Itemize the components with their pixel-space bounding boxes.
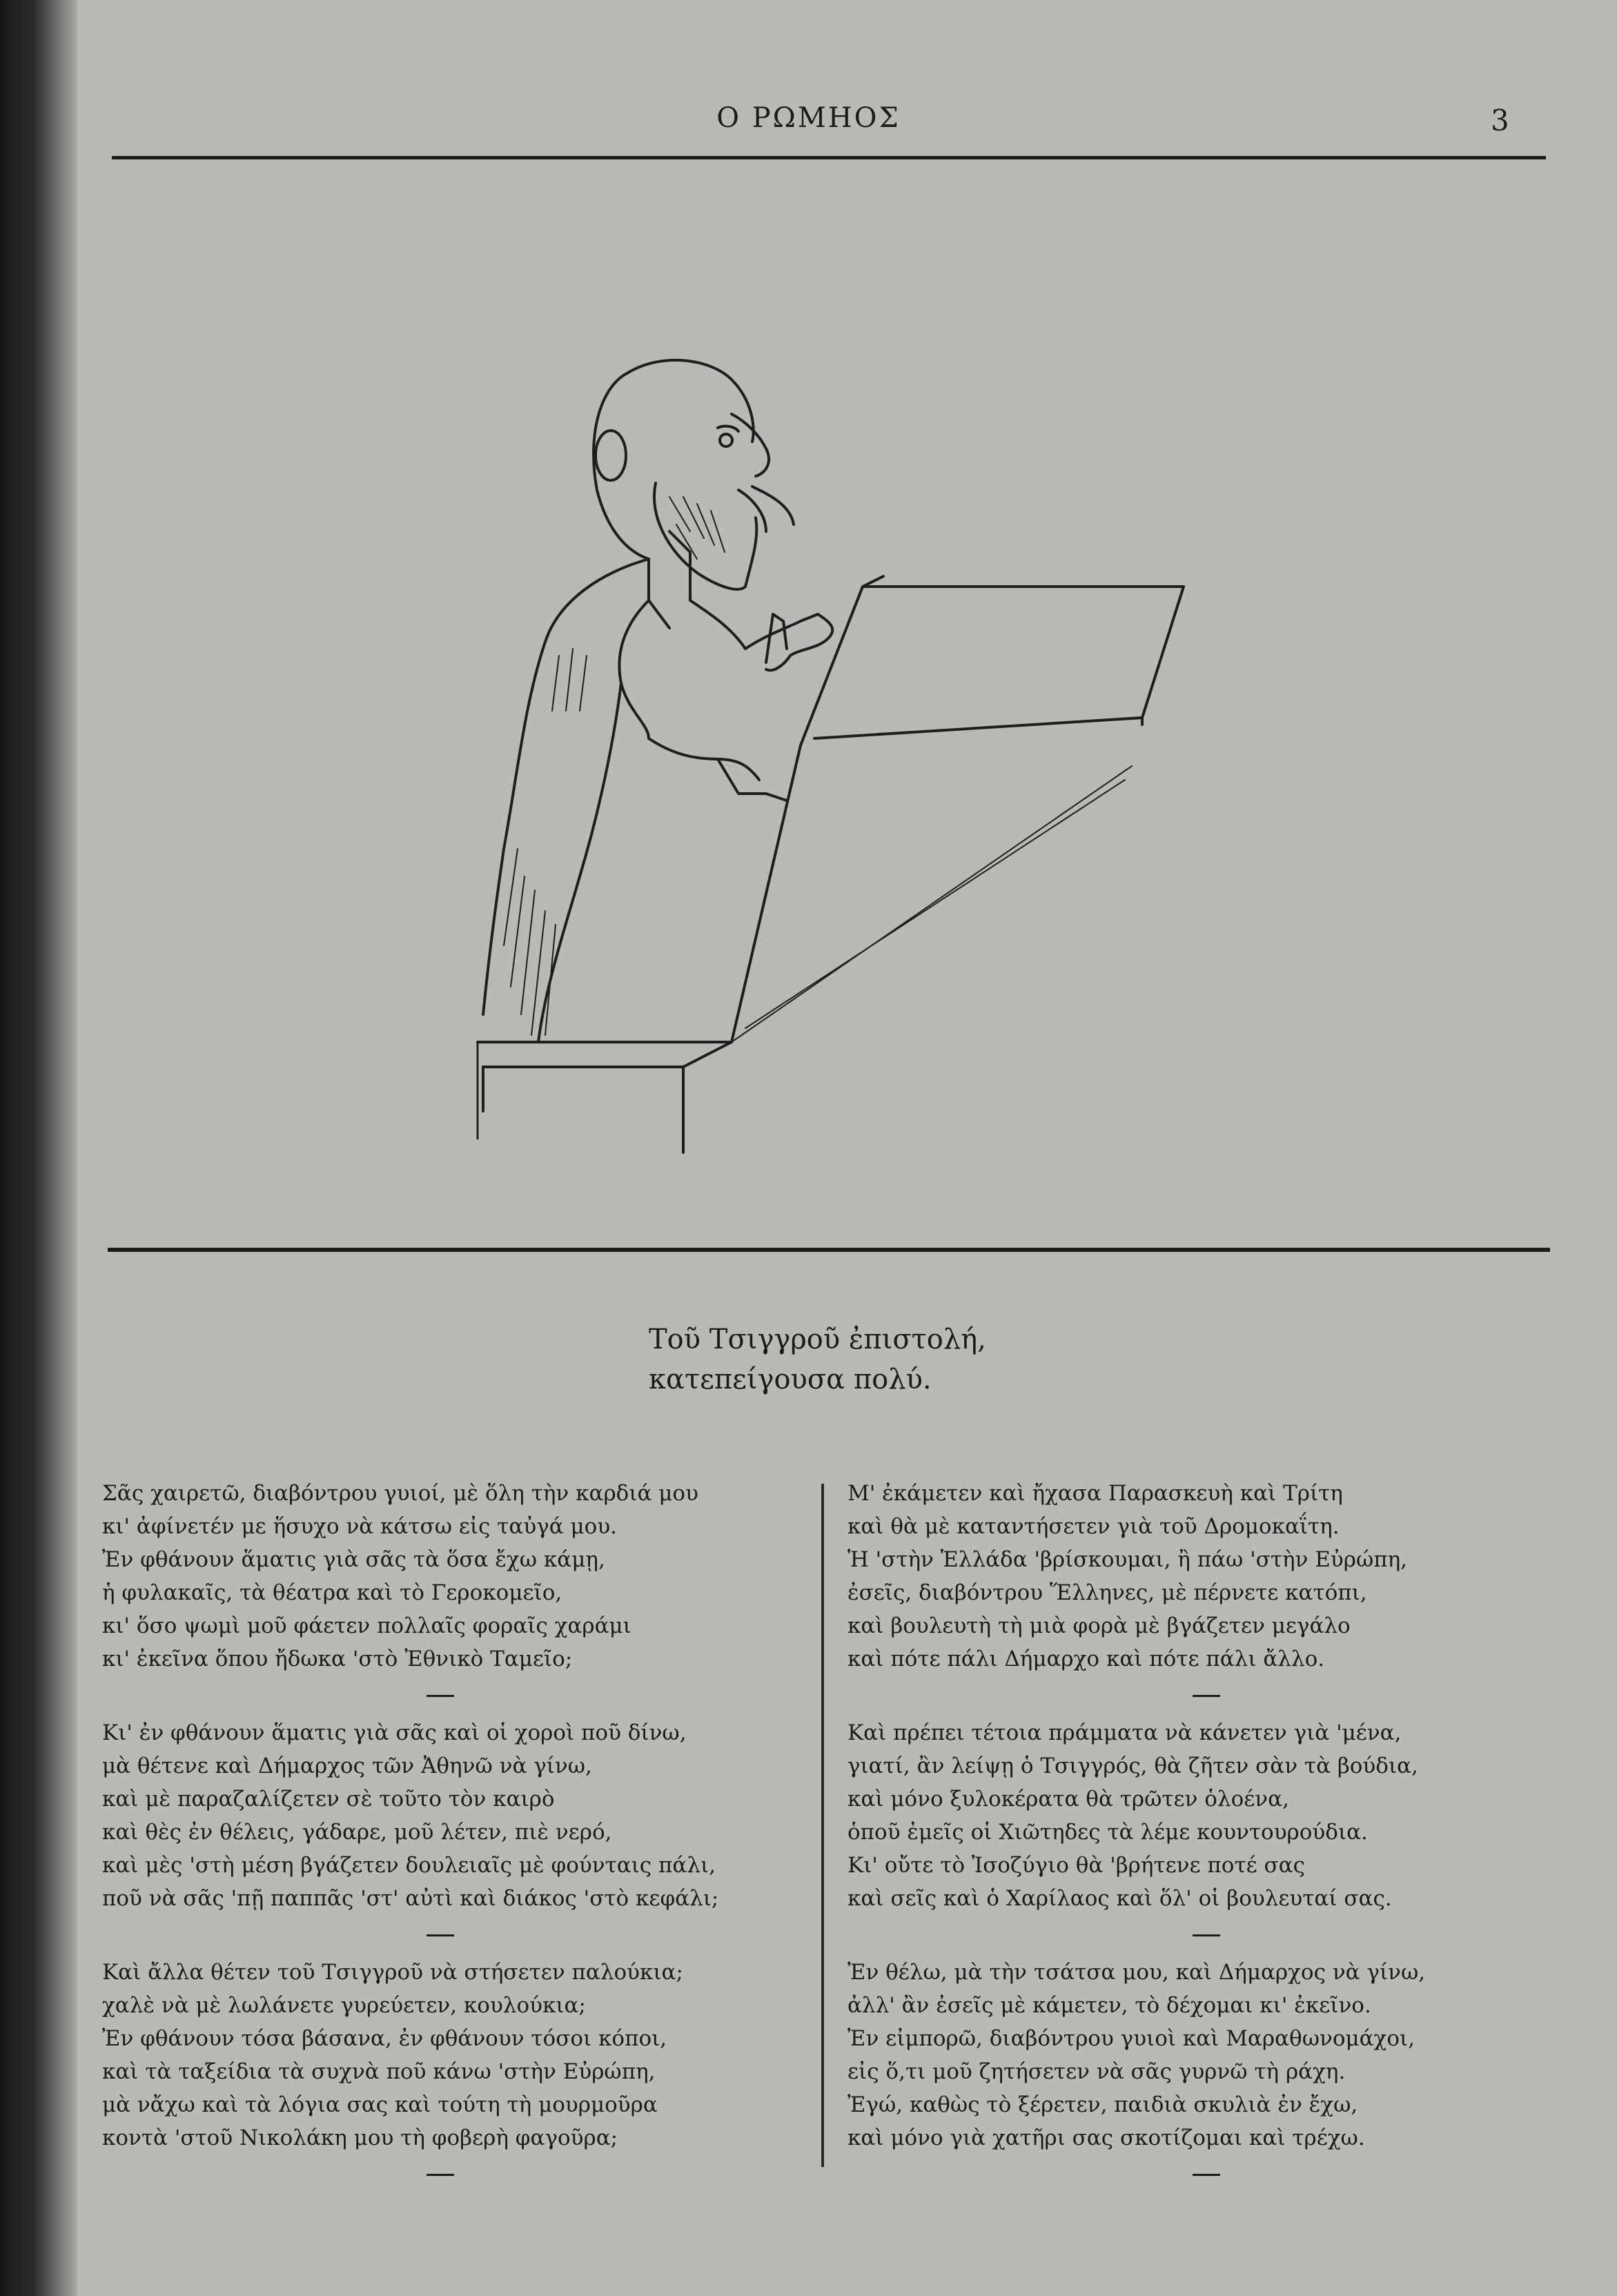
poem-line: καὶ σεῖς καὶ ὁ Χαρίλαος καὶ ὅλ' οἱ βουλευταί σας.: [847, 1886, 1392, 1911]
stanza-separator: [427, 2174, 454, 2176]
stanza-separator: [427, 1934, 454, 1936]
stanza-5: [847, 1716, 1538, 1915]
poem-line: ἐσεῖς, διαβόντρου Ἕλληνες, μὲ πέρνετε κατόπι,: [847, 1580, 1367, 1605]
column-divider: [821, 1484, 824, 2167]
poem-line: Ἡ 'στὴν Ἑλλάδα 'βρίσκουμαι, ἢ πάω 'στὴν Εὐρώπη,: [847, 1547, 1408, 1572]
poem-line: καὶ θὰ μὲ καταντήσετεν γιὰ τοῦ Δρομοκαΐτη.: [847, 1514, 1340, 1539]
poem-line: γιατί, ἂν λείψῃ ὁ Τσιγγρός, θὰ ζῆτεν σὰν τὰ βούδια,: [847, 1754, 1418, 1778]
section-rule: [108, 1248, 1550, 1252]
poem-line: καὶ μόνο γιὰ χατῆρι σας σκοτίζομαι καὶ τρέχω.: [847, 2126, 1365, 2150]
poem-line: μὰ θέτενε καὶ Δήμαρχος τῶν Ἀθηνῶ νὰ γίνω,: [102, 1754, 592, 1778]
poem-line: Μ' ἐκάμετεν καὶ ἤχασα Παρασκευὴ καὶ Τρίτη: [847, 1481, 1343, 1506]
poem-line: Ἐν φθάνουν ἅματις γιὰ σᾶς τὰ ὅσα ἔχω κάμῃ,: [102, 1547, 605, 1572]
poem-line: Ἐν εἰμπορῶ, διαβόντρου γυιοὶ καὶ Μαραθωνομάχοι,: [847, 2026, 1415, 2051]
poem-caption: [649, 1319, 1132, 1400]
poem-line: Ἐν θέλω, μὰ τὴν τσάτσα μου, καὶ Δήμαρχος νὰ γίνω,: [847, 1960, 1426, 1985]
poem-line: καὶ μόνο ξυλοκέρατα θὰ τρῶτεν ὁλοένα,: [847, 1787, 1289, 1812]
book-binding-shadow: [0, 0, 77, 2296]
newspaper-title: Ο ΡΩΜΗΟΣ: [716, 102, 901, 134]
stanza-6: [847, 1956, 1538, 2155]
caption-line-1: Τοῦ Τσιγγροῦ ἐπιστολή,: [649, 1324, 986, 1355]
poem-line: καὶ βουλευτὴ τὴ μιὰ φορὰ μὲ βγάζετεν μεγάλο: [847, 1613, 1351, 1638]
poem-line: καὶ πότε πάλι Δήμαρχο καὶ πότε πάλι ἄλλο.: [847, 1647, 1325, 1671]
poem-left-column: [102, 1477, 792, 2195]
poem-line: Καὶ πρέπει τέτοια πράμματα νὰ κάνετεν γιὰ 'μένα,: [847, 1720, 1402, 1745]
poem-line: καὶ μὲ παραζαλίζετεν σὲ τοῦτο τὸν καιρὸ: [102, 1787, 555, 1812]
poem-line: Σᾶς χαιρετῶ, διαβόντρου γυιοί, μὲ ὅλη τὴν καρδιά μου: [102, 1481, 698, 1506]
poem-line: μὰ νἄχω καὶ τὰ λόγια σας καὶ τούτη τὴ μουρμοῦρα: [102, 2092, 658, 2117]
poem-line: καὶ τὰ ταξείδια τὰ συχνὰ ποῦ κάνω 'στὴν Εὐρώπη,: [102, 2059, 656, 2084]
poem-line: εἰς ὅ,τι μοῦ ζητήσετεν νὰ σᾶς γυρνῶ τὴ ράχη.: [847, 2059, 1346, 2084]
page-number: 3: [1491, 104, 1509, 137]
poem-line: ὁποῦ ἐμεῖς οἱ Χιῶτηδες τὰ λέμε κουντουρούδια.: [847, 1820, 1368, 1845]
stanza-3: [102, 1956, 792, 2155]
poem-line: Κι' οὔτε τὸ Ἰσοζύγιο θὰ 'βρήτενε ποτέ σας: [847, 1853, 1305, 1878]
poem-line: Ἐν φθάνουν τόσα βάσανα, ἐν φθάνουν τόσοι κόποι,: [102, 2026, 667, 2051]
poem-line: Ἐγώ, καθὼς τὸ ξέρετεν, παιδιὰ σκυλιὰ ἐν ἔχω,: [847, 2092, 1358, 2117]
poem-line: ἡ φυλακαῖς, τὰ θέατρα καὶ τὸ Γεροκομεῖο,: [102, 1580, 562, 1605]
stanza-2: [102, 1716, 792, 1915]
stanza-separator: [1193, 1934, 1220, 1936]
caption-line-2: κατεπείγουσα πολύ.: [649, 1364, 932, 1395]
stanza-4: [847, 1477, 1538, 1676]
poem-line: χαλὲ νὰ μὲ λωλάνετε γυρεύετεν, κουλούκια;: [102, 1993, 586, 2018]
caricature-illustration: [442, 324, 1215, 1159]
poem-line: κι' ἐκεῖνα ὅπου ἤδωκα 'στὸ Ἐθνικὸ Ταμεῖο;: [102, 1647, 573, 1671]
stanza-separator: [1193, 2174, 1220, 2176]
poem-line: Κι' ἐν φθάνουν ἅματις γιὰ σᾶς καὶ οἱ χοροὶ ποῦ δίνω,: [102, 1720, 687, 1745]
poem-line: κι' ὅσο ψωμὶ μοῦ φάετεν πολλαῖς φοραῖς χαράμι: [102, 1613, 631, 1638]
poem-line: Καὶ ἄλλα θέτεν τοῦ Τσιγγροῦ νὰ στήσετεν παλούκια;: [102, 1960, 683, 1985]
stanza-separator: [427, 1695, 454, 1697]
poem-line: καὶ μὲς 'στὴ μέση βγάζετεν δουλειαῖς μὲ φούνταις πάλι,: [102, 1853, 716, 1878]
poem-line: ποῦ νὰ σᾶς 'πῇ παππᾶς 'στ' αὐτὶ καὶ διάκος 'στὸ κεφάλι;: [102, 1886, 719, 1911]
poem-line: ἀλλ' ἂν ἐσεῖς μὲ κάμετεν, τὸ δέχομαι κι' ἐκεῖνο.: [847, 1993, 1371, 2018]
stanza-separator: [1193, 1695, 1220, 1697]
stanza-1: [102, 1477, 792, 1676]
poem-line: κι' ἀφίνετέν με ἥσυχο νὰ κάτσω εἰς ταὐγά μου.: [102, 1514, 618, 1539]
poem-right-column: [847, 1477, 1538, 2195]
poem-line: κοντὰ 'στοῦ Νικολάκη μου τὴ φοβερὴ φαγοῦρα;: [102, 2126, 618, 2150]
poem-line: καὶ θὲς ἐν θέλεις, γάδαρε, μοῦ λέτεν, πιὲ νερό,: [102, 1820, 612, 1845]
header-rule: [112, 156, 1546, 159]
man-figure: [483, 360, 832, 1042]
